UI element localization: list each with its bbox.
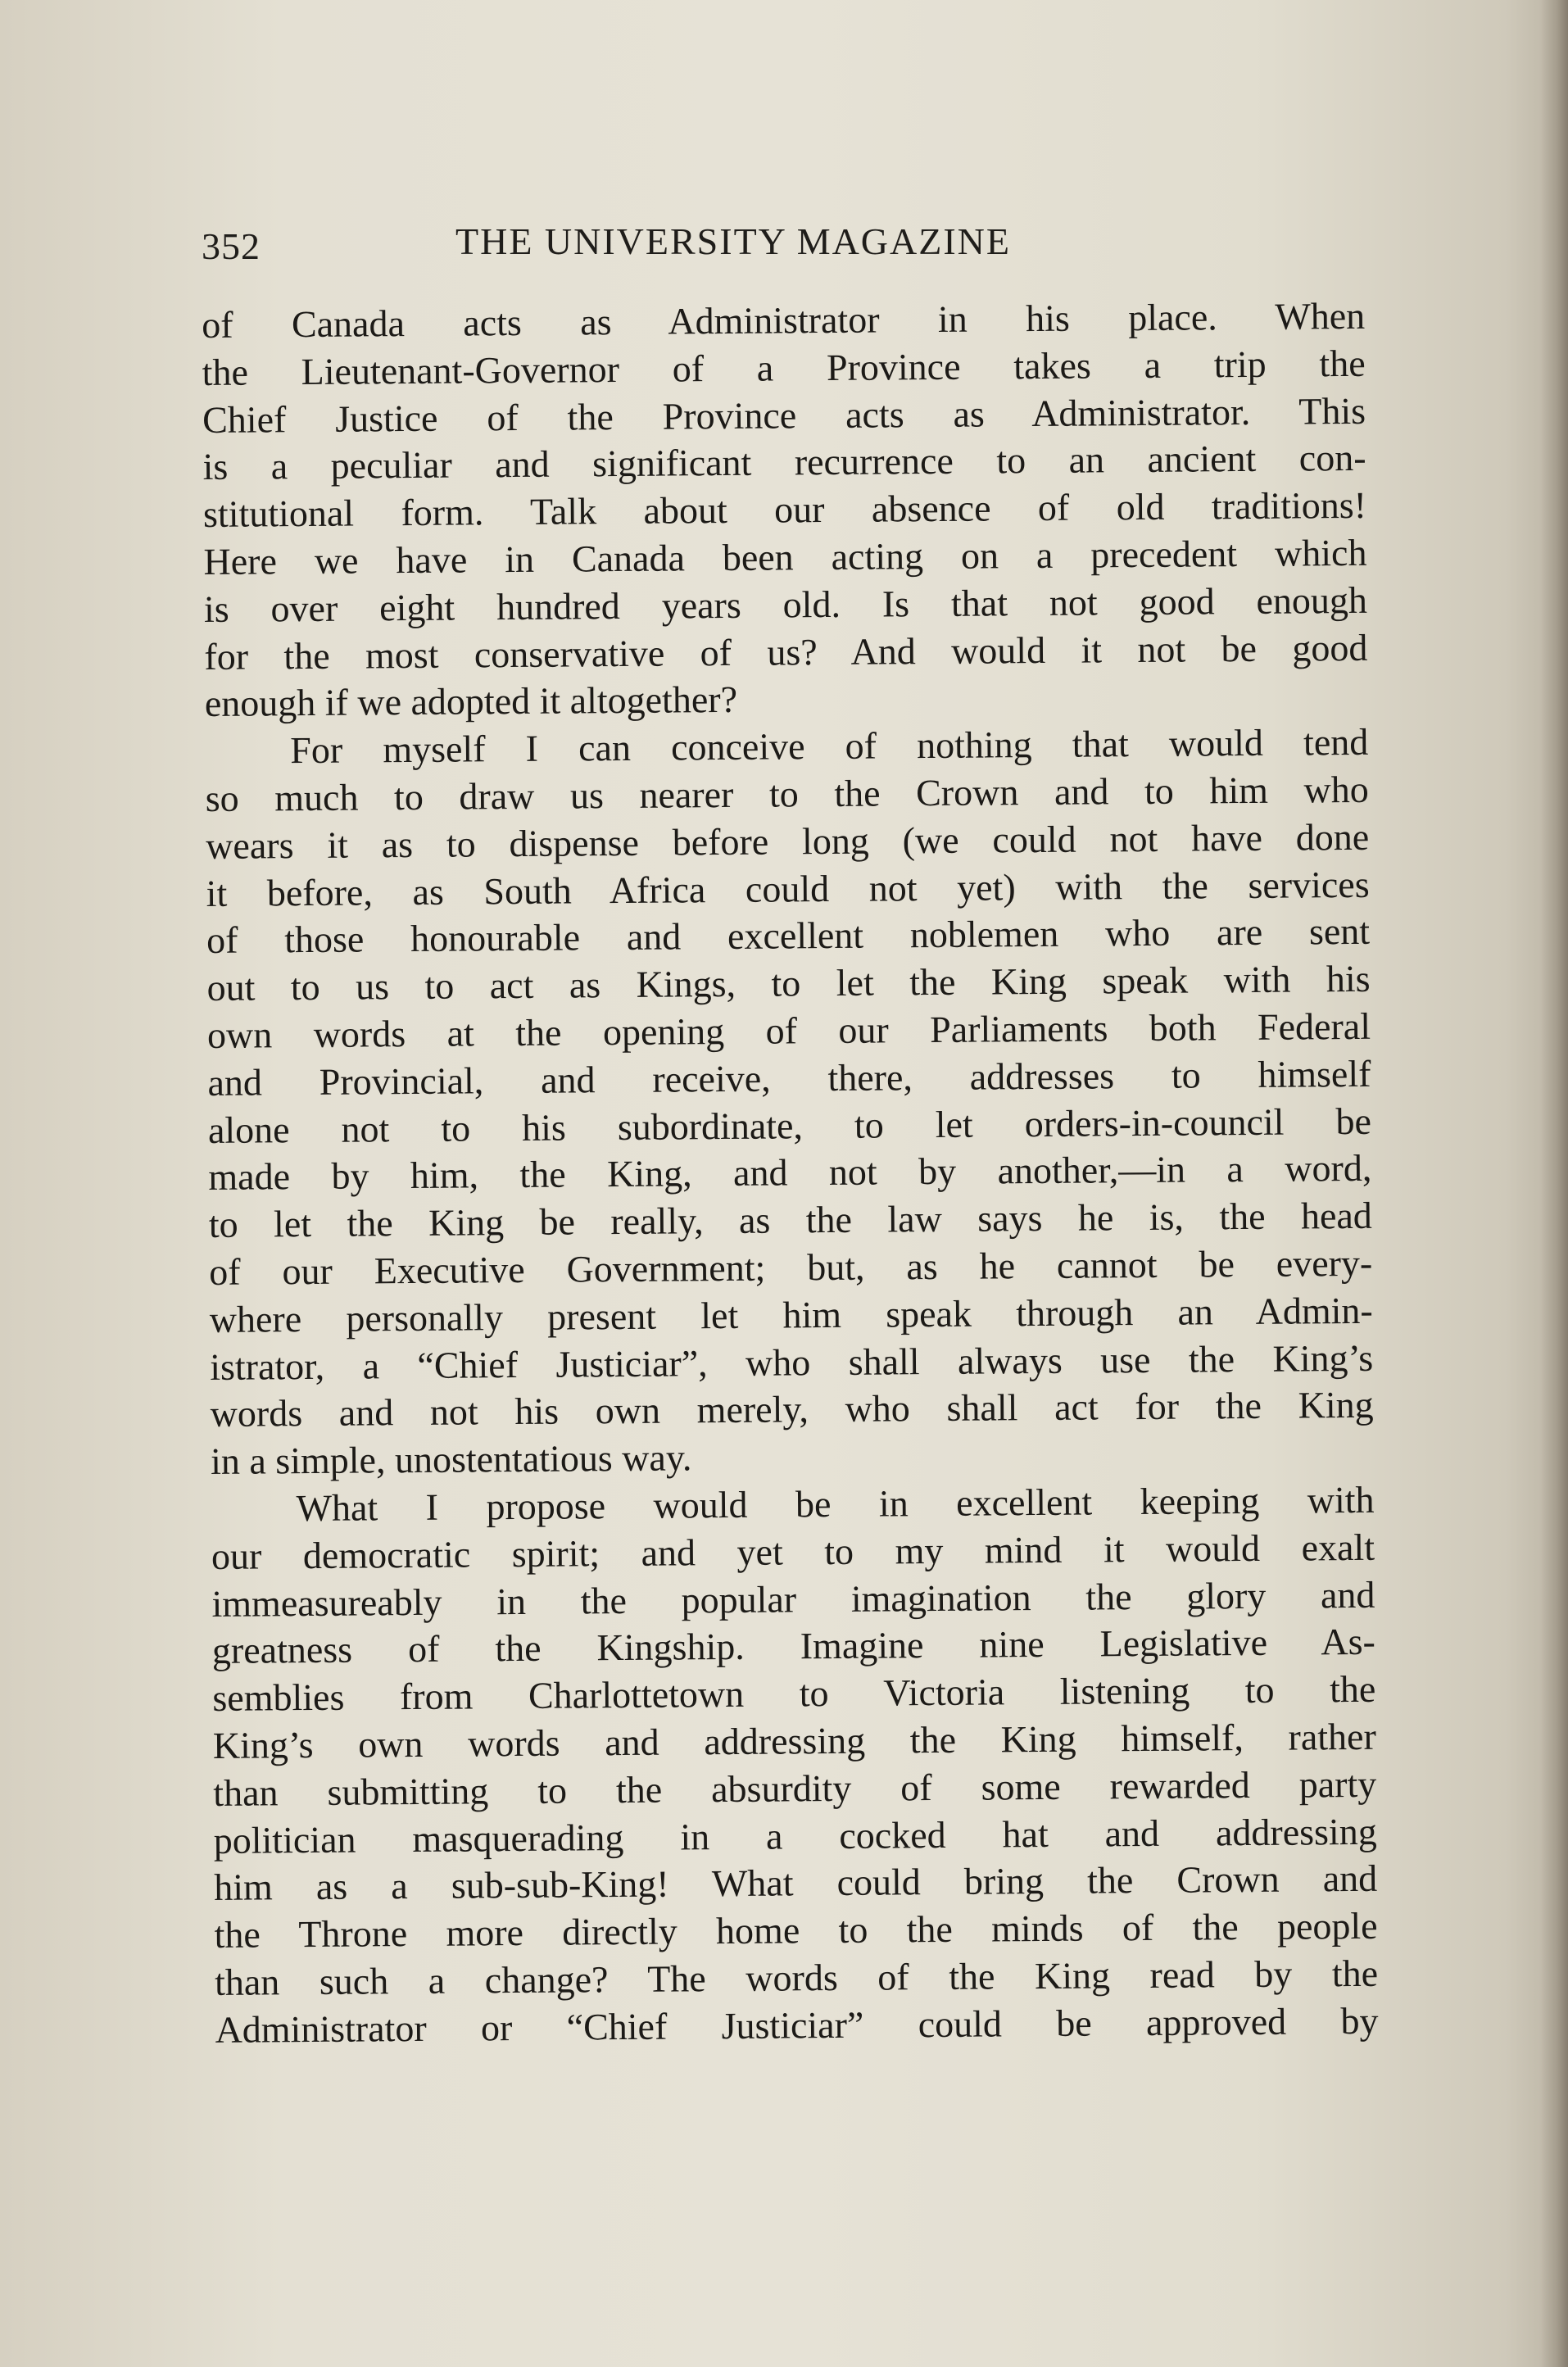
body-text (202, 292, 1379, 2054)
text-line: King’s own words and addressing the King himself, rather (212, 1715, 1376, 1766)
text-line: the Throne more directly home to the minds of the people (214, 1904, 1378, 1957)
text-line: made by him, the King, and not by another,—in a word, (208, 1147, 1372, 1199)
running-title: THE UNIVERSITY MAGAZINE (455, 220, 1011, 262)
text-line: our democratic spirit; and yet to my mind it would exalt (211, 1526, 1375, 1577)
text-line: politician masquerading in a cocked hat and addressing (213, 1810, 1377, 1861)
text-line: it before, as South Africa could not yet) with the services (206, 863, 1370, 914)
page-number: 352 (202, 225, 261, 267)
text-line: istrator, a “Chief Justiciar”, who shall always use the King’s (210, 1336, 1374, 1388)
text-line: is a peculiar and significant recurrence to an ancient con- (202, 437, 1366, 488)
text-line: stitutional form. Talk about our absence of old traditions! (202, 484, 1367, 536)
text-line: greatness of the Kingship. Imagine nine Legislative As- (211, 1621, 1376, 1672)
text-line: the Lieutenant-Governor of a Province takes a trip the (202, 342, 1366, 393)
text-line: alone not to his subordinate, to let orders-in-council be (207, 1100, 1372, 1151)
text-line: of our Executive Government; but, as he cannot be every- (209, 1241, 1373, 1293)
text-line: What I propose would be in excellent keeping with (296, 1478, 1375, 1530)
text-line: in a simple, unostentatious way. (210, 1436, 692, 1483)
text-line: words and not his own merely, who shall act for the King (210, 1384, 1374, 1435)
text-line: than such a change? The words of the King read by the (214, 1952, 1379, 2003)
text-line: semblies from Charlottetown to Victoria listening to the (212, 1667, 1376, 1720)
page-header (202, 215, 1365, 280)
text-line: so much to draw us nearer to the Crown and to him who (205, 768, 1369, 819)
text-line: of those honourable and excellent noblemen who are sent (206, 910, 1371, 962)
text-line: is over eight hundred years old. Is that not good enough (203, 578, 1368, 630)
text-line: of Canada acts as Administrator in his place. When (202, 294, 1366, 346)
page-edge-shadow (1540, 0, 1568, 2367)
text-line: immeasureably in the popular imagination the glory and (211, 1573, 1375, 1625)
text-line: Chief Justice of the Province acts as Administrator. This (202, 389, 1366, 441)
text-line: him as a sub-sub-King! What could bring the Crown and (214, 1857, 1378, 1909)
text-line: enough if we adopted it altogether? (204, 678, 738, 725)
text-line: out to us to act as Kings, to let the King speak with his (206, 957, 1371, 1009)
text-line: wears it as to dispense before long (we could not have done (206, 815, 1370, 867)
text-line: than submitting to the absurdity of some rewarded party (213, 1762, 1377, 1814)
text-line: own words at the opening of our Parliaments both Federal (206, 1004, 1371, 1056)
text-line: Administrator or “Chief Justiciar” could be approved by (215, 1999, 1379, 2051)
text-line: for the most conservative of us? And would it not be good (204, 626, 1368, 678)
text-line: Here we have in Canada been acting on a precedent which (203, 531, 1367, 583)
text-line: For myself I can conceive of nothing that would tend (290, 721, 1369, 772)
text-line: where personally present let him speak through an Admin- (209, 1289, 1373, 1340)
text-line: and Provincial, and receive, there, addresses to himself (207, 1052, 1371, 1104)
text-line: to let the King be really, as the law says he is, the head (208, 1194, 1373, 1246)
